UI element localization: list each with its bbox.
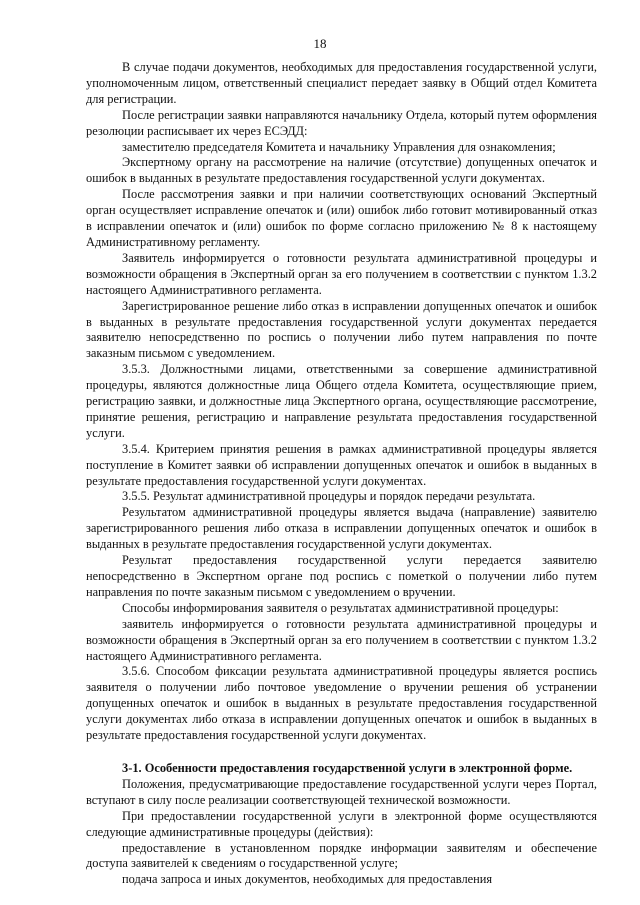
section-paragraph: При предоставлении государственной услуги в электронной форме осуществляются следующие административные процедуры (действия): (86, 808, 597, 839)
paragraph: 3.5.3. Должностными лицами, ответственными за совершение административной процедуры, являются должностные лица Общего отдела Комитета, осуществляющие прием, регистрацию заявки, и должностные лица Экспертного органа, осуществляющие рассмотрение, принятие решения, регистрацию и направление результата предоставления государственной услуги. (86, 362, 597, 440)
section-paragraph: подача запроса и иных документов, необходимых для предоставления (122, 872, 493, 887)
paragraph: 3.5.6. Способом фиксации результата административной процедуры является роспись заявителя о получении либо почтовое уведомление о вручении решения об устранении допущенных опечаток и ошибок в выданных в результате предоставления государственной услуги документах либо отказа в исправлении допущенных опечаток и ошибок в выданных в результате предоставления государственной услуги документах. (86, 664, 597, 743)
paragraph: Результатом административной процедуры является выдача (направление) заявителю зарегистрированного решения либо отказа в исправлении допущенных опечаток и ошибок в выданных в результате предоставления государственной услуги документах. (86, 505, 597, 552)
section-paragraph: предоставление в установленном порядке информации заявителям и обеспечение доступа заявителей к сведениям о государственной услуге; (86, 840, 597, 871)
paragraph: заявитель информируется о готовности результата административной процедуры и возможности обращения в Экспертный орган за его получением в соответствии с пунктом 1.3.2 настоящего Административного регламента. (86, 616, 597, 663)
document-body (86, 60, 597, 888)
paragraph: Экспертному органу на рассмотрение на наличие (отсутствие) допущенных опечаток и ошибок в выданных в результате предоставления государственной услуги документах. (86, 155, 597, 186)
paragraph: Заявитель информируется о готовности результата административной процедуры и возможности обращения в Экспертный орган за его получением в соответствии с пунктом 1.3.2 настоящего Административного регламента. (86, 250, 597, 297)
paragraph: Зарегистрированное решение либо отказ в исправлении допущенных опечаток и ошибок в выданных в результате предоставления государственной услуги документах передается заявителю непосредственно по роспись о получении либо путем направления по почте заказным письмом с уведомлением. (86, 298, 597, 361)
paragraph: 3.5.4. Критерием принятия решения в рамках административной процедуры является поступление в Комитет заявки об исправлении допущенных опечаток и ошибок в выданных в результате предоставления государственной услуги документах. (86, 441, 597, 488)
paragraph: заместителю председателя Комитета и начальнику Управления для ознакомления; (122, 139, 556, 154)
section-heading: 3-1. Особенности предоставления государственной услуги в электронной форме. (122, 760, 573, 775)
page-number: 18 (313, 36, 327, 51)
paragraph: Способы информирования заявителя о результатах административной процедуры: (122, 600, 559, 615)
paragraph: После регистрации заявки направляются начальнику Отдела, который путем оформления резолюции расписывает их через ЕСЭДД: (86, 107, 597, 138)
paragraph: 3.5.5. Результат административной процедуры и порядок передачи результата. (122, 489, 536, 504)
paragraph: Результат предоставления государственной услуги передается заявителю непосредственно в Экспертном органе под роспись с пометкой о получении либо путем направления по почте заказным письмом с уведомлением о вручении. (86, 553, 597, 599)
section-paragraph: Положения, предусматривающие предоставление государственной услуги через Портал, вступают в силу после реализации соответствующей технической возможности. (86, 776, 597, 807)
paragraph: После рассмотрения заявки и при наличии соответствующих оснований Экспертный орган осуществляет исправление опечаток и (или) ошибок либо готовит мотивированный отказ в исправлении опечаток и (или) ошибок по форме согласно приложению № 8 к настоящему Административному регламенту. (86, 187, 597, 249)
paragraph: В случае подачи документов, необходимых для предоставления государственной услуги, уполномоченным лицом, ответственный специалист передает заявку в Общий отдел Комитета для регистрации. (86, 60, 597, 106)
